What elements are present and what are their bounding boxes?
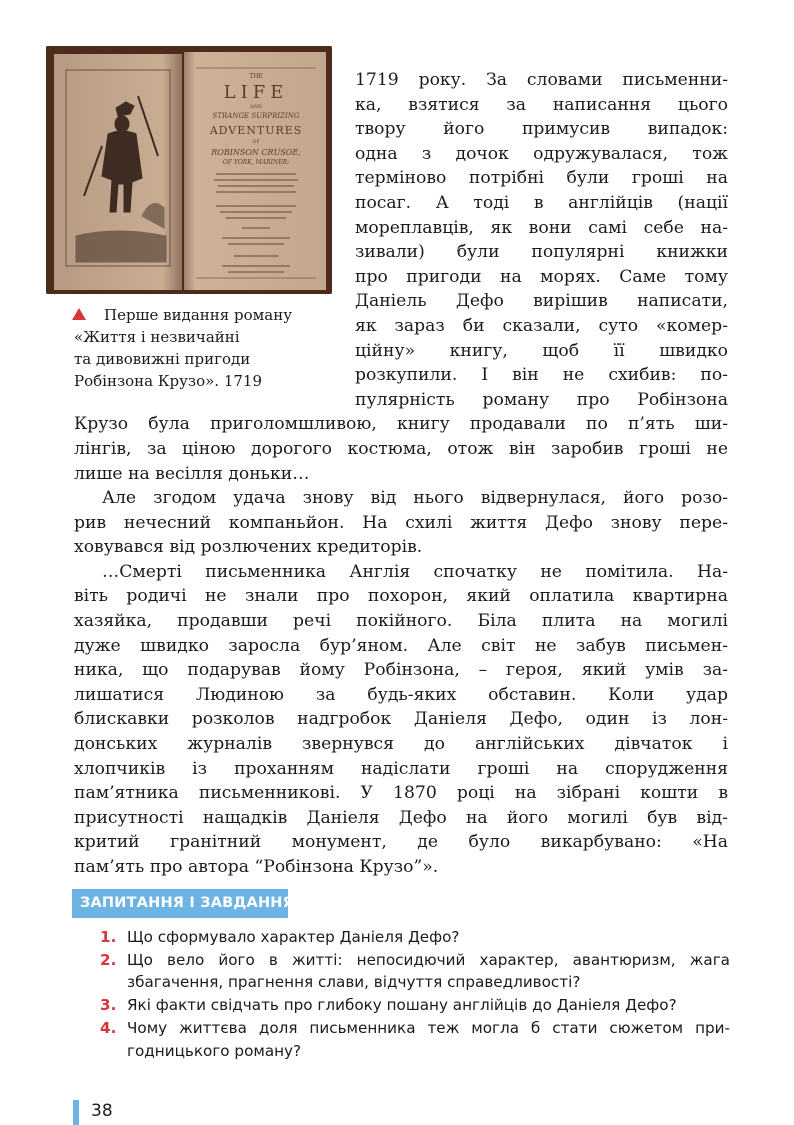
title-page-the: THE bbox=[249, 73, 263, 80]
question-line: Чому життєва доля письменника теж могла б стати сюжетом при- bbox=[127, 1019, 730, 1038]
body-line: віть родичі не знали про похорон, який оплатила квартирна bbox=[74, 586, 728, 607]
svg-text:STRANGE SURPRIZING: STRANGE SURPRIZING bbox=[212, 112, 300, 120]
body-line: посаг. А тоді в англійців (нації bbox=[355, 192, 728, 213]
caption-line: Робінзона Крузо». 1719 bbox=[74, 372, 263, 390]
question-number: 1. bbox=[100, 928, 117, 946]
title-page-life: LIFE bbox=[223, 82, 289, 103]
body-line: терміново потрібні були гроші на bbox=[355, 168, 728, 189]
question-number: 3. bbox=[100, 996, 117, 1015]
body-line: 1719 року. За словами письменни- bbox=[355, 70, 728, 90]
body-line: про пригоди на морях. Саме тому bbox=[355, 266, 728, 287]
body-line: ційну» книгу, щоб її швидко bbox=[355, 340, 728, 361]
body-line: …Смерті письменника Англія спочатку не помітила. На- bbox=[102, 561, 728, 582]
caption-line: Перше видання роману bbox=[104, 306, 293, 324]
page-number: 38 bbox=[91, 1101, 113, 1121]
body-line: критий гранітний монумент, де було викарбувано: «На bbox=[74, 832, 728, 853]
page-number-bar bbox=[73, 1100, 79, 1125]
question-line: Які факти свідчать про глибоку пошану англійців до Даніеля Дефо? bbox=[127, 996, 677, 1015]
caption-line: «Життя і незвичайні bbox=[74, 328, 240, 346]
body-line: дуже швидко заросла бур’яном. Але світ не забув письмен- bbox=[74, 635, 728, 656]
questions-section-heading: ЗАПИТАННЯ І ЗАВДАННЯ bbox=[72, 889, 288, 918]
body-line: як зараз би сказали, суто «комер- bbox=[355, 315, 728, 336]
questions-list bbox=[100, 926, 730, 1062]
body-line: ховувався від розлючених кредиторів. bbox=[74, 537, 423, 558]
body-line: пулярність роману про Робінзона bbox=[355, 389, 728, 410]
body-line: ка, взятися за написання цього bbox=[355, 94, 728, 115]
question-item bbox=[100, 1017, 730, 1062]
svg-text:OF YORK, MARINER:: OF YORK, MARINER: bbox=[222, 159, 290, 166]
body-line: мореплавців, як вони самі себе на- bbox=[355, 217, 728, 238]
question-line: годницького роману? bbox=[127, 1041, 302, 1060]
body-line: хазяйка, продавши речі покійного. Біла плита на могилі bbox=[74, 611, 728, 632]
body-line: зивали) були популярні книжки bbox=[355, 242, 728, 263]
svg-text:OF: OF bbox=[252, 139, 260, 145]
body-line: Але згодом удача знову від нього відвернулася, його розо- bbox=[102, 488, 728, 509]
body-line: лишатися Людиною за будь-яких обставин. Коли удар bbox=[74, 684, 728, 705]
svg-text:AND: AND bbox=[250, 104, 262, 110]
svg-text:ROBINSON CRUSOE,: ROBINSON CRUSOE, bbox=[211, 148, 301, 157]
body-line: лише на весілля доньки… bbox=[74, 463, 310, 484]
question-item bbox=[100, 926, 730, 948]
question-line: збагачення, прагнення слави, відчуття справедливості? bbox=[127, 973, 581, 992]
caption-line: та дивовижні пригоди bbox=[74, 350, 251, 368]
question-number: 2. bbox=[100, 950, 117, 969]
body-line: рив нечесний компаньйон. На схилі життя Дефо знову пере- bbox=[74, 512, 728, 533]
body-line: твору його примусив випадок: bbox=[355, 119, 728, 140]
body-line: присутності нащадків Даніеля Дефо на його могилі був від- bbox=[74, 807, 728, 828]
question-line: Що вело його в житті: непосидючий характер, авантюризм, жага bbox=[127, 950, 730, 969]
body-line: Крузо була приголомшливою, книгу продавали по п’ять ши- bbox=[74, 414, 728, 435]
body-line: розкупили. І він не схибив: по- bbox=[355, 365, 728, 386]
svg-text:ADVENTURES: ADVENTURES bbox=[209, 124, 303, 137]
article-body bbox=[74, 68, 728, 880]
question-number: 4. bbox=[100, 1019, 117, 1038]
body-line: ника, що подарував йому Робінзона, – героя, який умів за- bbox=[74, 660, 728, 681]
question-item bbox=[100, 949, 730, 994]
body-line: пам’ять про автора “Робінзона Крузо”». bbox=[74, 857, 439, 877]
body-line: хлопчиків із проханням надіслати гроші на спорудження bbox=[74, 758, 728, 779]
question-item bbox=[100, 994, 730, 1016]
body-line: одна з дочок одружувалася, тож bbox=[355, 143, 728, 164]
body-line: лінгів, за ціною дорогого костюма, отож він заробив гроші не bbox=[74, 438, 728, 459]
body-line: донських журналів звернувся до англійських дівчаток і bbox=[74, 734, 728, 755]
body-line: пам’ятника письменникові. У 1870 році на зібрані кошти в bbox=[74, 783, 728, 804]
body-line: Даніель Дефо вирішив написати, bbox=[355, 291, 728, 312]
body-line: блискавки розколов надгробок Даніеля Дефо, один із лон- bbox=[74, 709, 728, 730]
question-line: Що сформувало характер Даніеля Дефо? bbox=[127, 928, 460, 946]
